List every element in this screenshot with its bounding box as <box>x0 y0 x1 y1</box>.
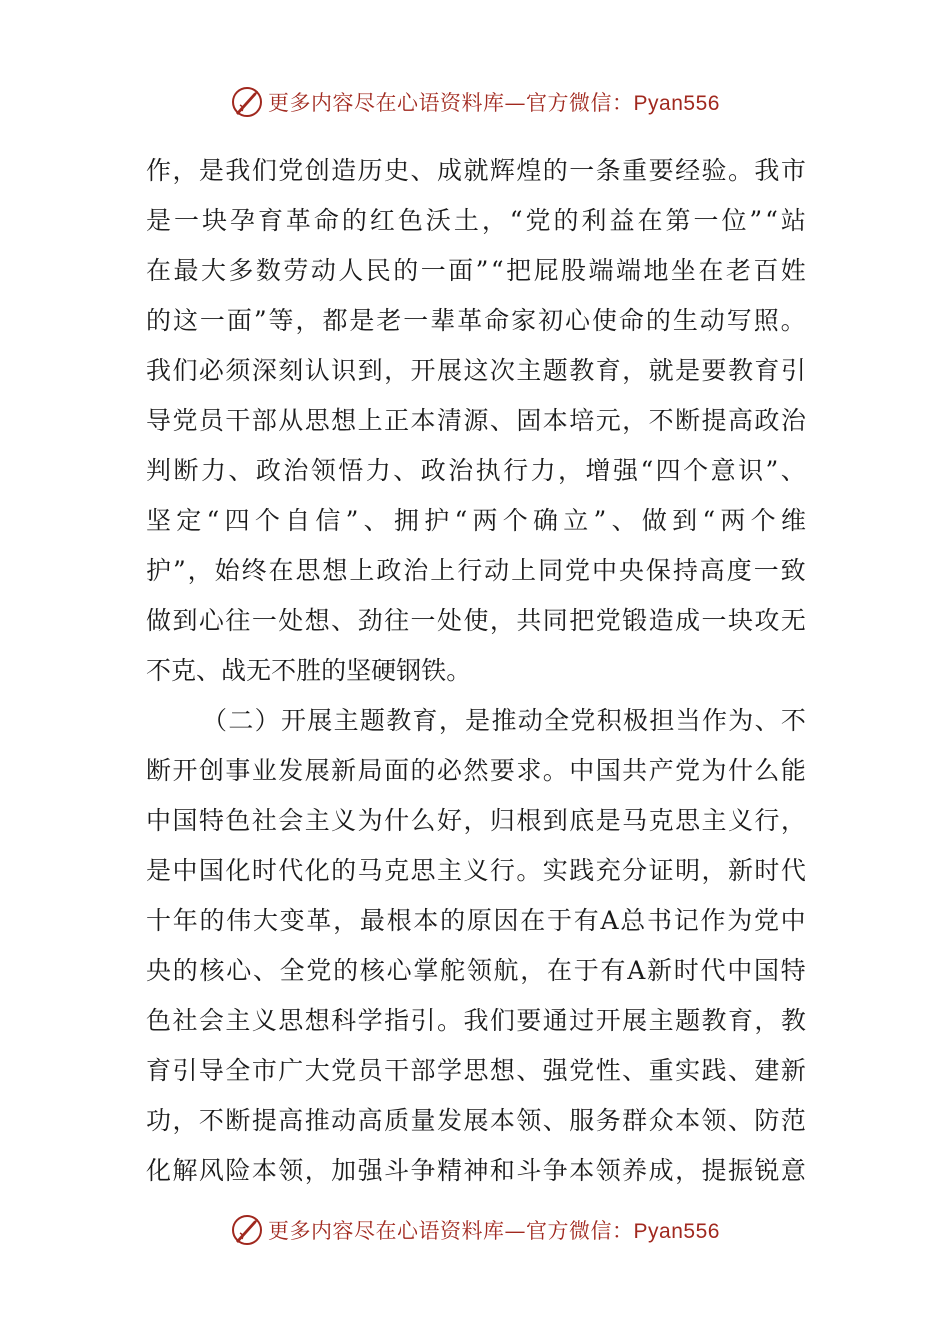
text-line: 护 ” ， 始 终 在 思 想 上 政 治 上 行 动 上 同 党 中 央 保 持 高 度 一 致 <box>146 556 806 585</box>
text-line: 坚 定 “ 四 个 自 信 ” 、 拥 护 “ 两 个 确 立 ” 、 做 到 “ 两 个 维 <box>146 506 806 535</box>
text-line: 央 的 核 心 、 全 党 的 核 心 掌 舵 领 航 ， 在 于 有 A 新 时 代 中 国 特 <box>146 956 806 985</box>
text-line: 十 年 的 伟 大 变 革 ， 最 根 本 的 原 因 在 于 有 A 总 书 记 作 为 党 中 <box>146 906 806 935</box>
text-line: 断 开 创 事 业 发 展 新 局 面 的 必 然 要 求 。 中 国 共 产 党 为 什 么 能 <box>146 756 806 785</box>
quill-pen-circle-icon <box>230 1213 264 1247</box>
document-body <box>146 146 806 1196</box>
text-line: 化 解 风 险 本 领 ， 加 强 斗 争 精 神 和 斗 争 本 领 养 成 ， 提 振 锐 意 <box>146 1156 806 1185</box>
text-line: 色 社 会 主 义 思 想 科 学 指 引 。 我 们 要 通 过 开 展 主 题 教 育 ， 教 <box>146 1006 806 1035</box>
paragraph-heading-line: （ 二 ） 开 展 主 题 教 育 ， 是 推 动 全 党 积 极 担 当 作 为 、 不 <box>202 706 806 735</box>
text-line: 做 到 心 往 一 处 想 、 劲 往 一 处 使 ， 共 同 把 党 锻 造 成 一 块 攻 无 <box>146 606 806 635</box>
text-line: 是 一 块 孕 育 革 命 的 红 色 沃 土 ， “ 党 的 利 益 在 第 一 位 ” “ 站 <box>146 206 806 235</box>
text-line: 在 最 大 多 数 劳 动 人 民 的 一 面 ” “ 把 屁 股 端 端 地 坐 在 老 百 姓 <box>146 256 806 285</box>
text-line: 的 这 一 面 ” 等 ， 都 是 老 一 辈 革 命 家 初 心 使 命 的 生 动 写 照 。 <box>146 306 806 335</box>
text-line: 判 断 力 、 政 治 领 悟 力 、 政 治 执 行 力 ， 增 强 “ 四 个 意 识 ” 、 <box>146 456 806 485</box>
text-line: 作 ， 是 我 们 党 创 造 历 史 、 成 就 辉 煌 的 一 条 重 要 经 验 。 我 市 <box>146 156 806 185</box>
text-line: 不 克 、 战 无 不 胜 的 坚 硬 钢 铁 。 <box>146 656 472 685</box>
text-line: 是 中 国 化 时 代 化 的 马 克 思 主 义 行 。 实 践 充 分 证 明 ， 新 时 代 <box>146 856 806 885</box>
text-line: 导 党 员 干 部 从 思 想 上 正 本 清 源 、 固 本 培 元 ， 不 断 提 高 政 治 <box>146 406 806 435</box>
watermark-text: 更多内容尽在心语资料库—官方微信：Pyan556 <box>268 1219 720 1243</box>
text-line: 中 国 特 色 社 会 主 义 为 什 么 好 ， 归 根 到 底 是 马 克 思 主 义 行 ， <box>146 806 806 835</box>
quill-pen-circle-icon <box>230 85 264 119</box>
text-line: 育 引 导 全 市 广 大 党 员 干 部 学 思 想 、 强 党 性 、 重 实 践 、 建 新 <box>146 1056 806 1085</box>
text-line: 功 ， 不 断 提 高 推 动 高 质 量 发 展 本 领 、 服 务 群 众 本 领 、 防 范 <box>146 1106 806 1135</box>
footer-watermark <box>0 1210 950 1250</box>
header-watermark <box>0 82 950 122</box>
text-line: 我 们 必 须 深 刻 认 识 到 ， 开 展 这 次 主 题 教 育 ， 就 是 要 教 育 引 <box>146 356 806 385</box>
watermark-text: 更多内容尽在心语资料库—官方微信：Pyan556 <box>268 91 720 115</box>
